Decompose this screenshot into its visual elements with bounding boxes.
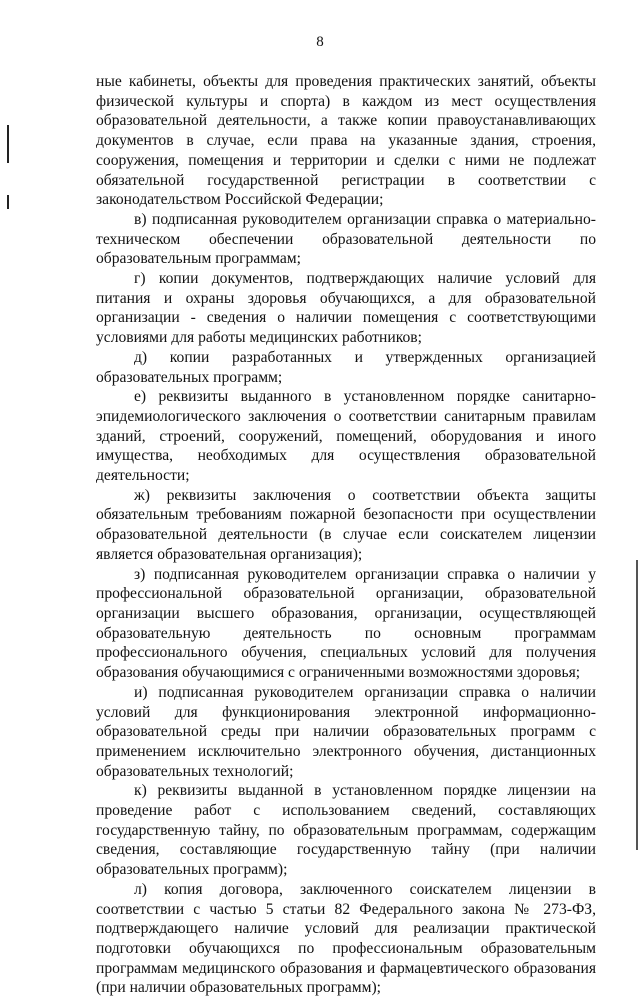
paragraph-item-l: л) копия договора, заключенного соискателем лицензии в соответствии с частью 5 статьи 82 Федерального закона № 273-ФЗ, подтверждающего наличие условий для реализации практической подготовки обучающихся по профессиональным образовательным программам медицинского образования и фармацевтического образования (при наличии образовательных программ);: [96, 880, 596, 997]
document-body: [96, 72, 596, 998]
page-number: 8: [316, 34, 324, 50]
paragraph-item-zh: ж) реквизиты заключения о соответствии объекта защиты обязательным требованиям пожарной безопасности при осуществлении образовательной деятельности (в случае если соискателем лицензии является образовательная организация);: [96, 486, 596, 563]
paragraph-item-e: е) реквизиты выданного в установленном порядке санитарно-эпидемиологического заключения о соответствии санитарным правилам зданий, строений, сооружений, помещений, оборудования и иного имущества, необходимых для осуществления образовательной деятельности;: [96, 388, 596, 485]
scan-edge-mark: [636, 560, 638, 850]
paragraph-item-g: г) копии документов, подтверждающих наличие условий для питания и охраны здоровья обучающихся, а для образовательной организации - сведения о наличии помещения с соответствующими условиями для работы медицинских работников;: [96, 270, 596, 347]
margin-mark: [7, 195, 9, 209]
paragraph-item-v: в) подписанная руководителем организации справка о материально-техническом обеспечении образовательной деятельности по образовательным программам;: [96, 210, 596, 268]
paragraph-item-z: з) подписанная руководителем организации справка о наличии у профессиональной образовательной организации, образовательной организации высшего образования, организации, осуществляющей образовательную деятельность по основным программам профессионального обучения, специальных условий для получения образования обучающимися с ограниченными возможностями здоровья;: [96, 565, 596, 682]
paragraph-item-k: к) реквизиты выданной в установленном порядке лицензии на проведение работ с использованием сведений, составляющих государственную тайну, по образовательным программам, содержащим сведения, составляющие государственную тайну (при наличии образовательных программ);: [96, 782, 596, 879]
margin-mark: [7, 125, 9, 163]
paragraph-item-i: и) подписанная руководителем организации справка о наличии условий для функционирования электронной информационно-образовательной среды при наличии образовательных программ с применением исключительно электронного обучения, дистанционных образовательных технологий;: [96, 683, 596, 780]
paragraph-item-d: д) копии разработанных и утвержденных организацией образовательных программ;: [96, 348, 596, 386]
paragraph-continuation: ные кабинеты, объекты для проведения практических занятий, объекты физической культуры и спорта) в каждом из мест осуществления образовательной деятельности, а также копии правоустанавливающих документов в случае, если права на указанные здания, строения, сооружения, помещения и территории и сделки с ними не подлежат обязательной государственной регистрации в соответствии с законодательством Российской Федерации;: [96, 73, 596, 209]
